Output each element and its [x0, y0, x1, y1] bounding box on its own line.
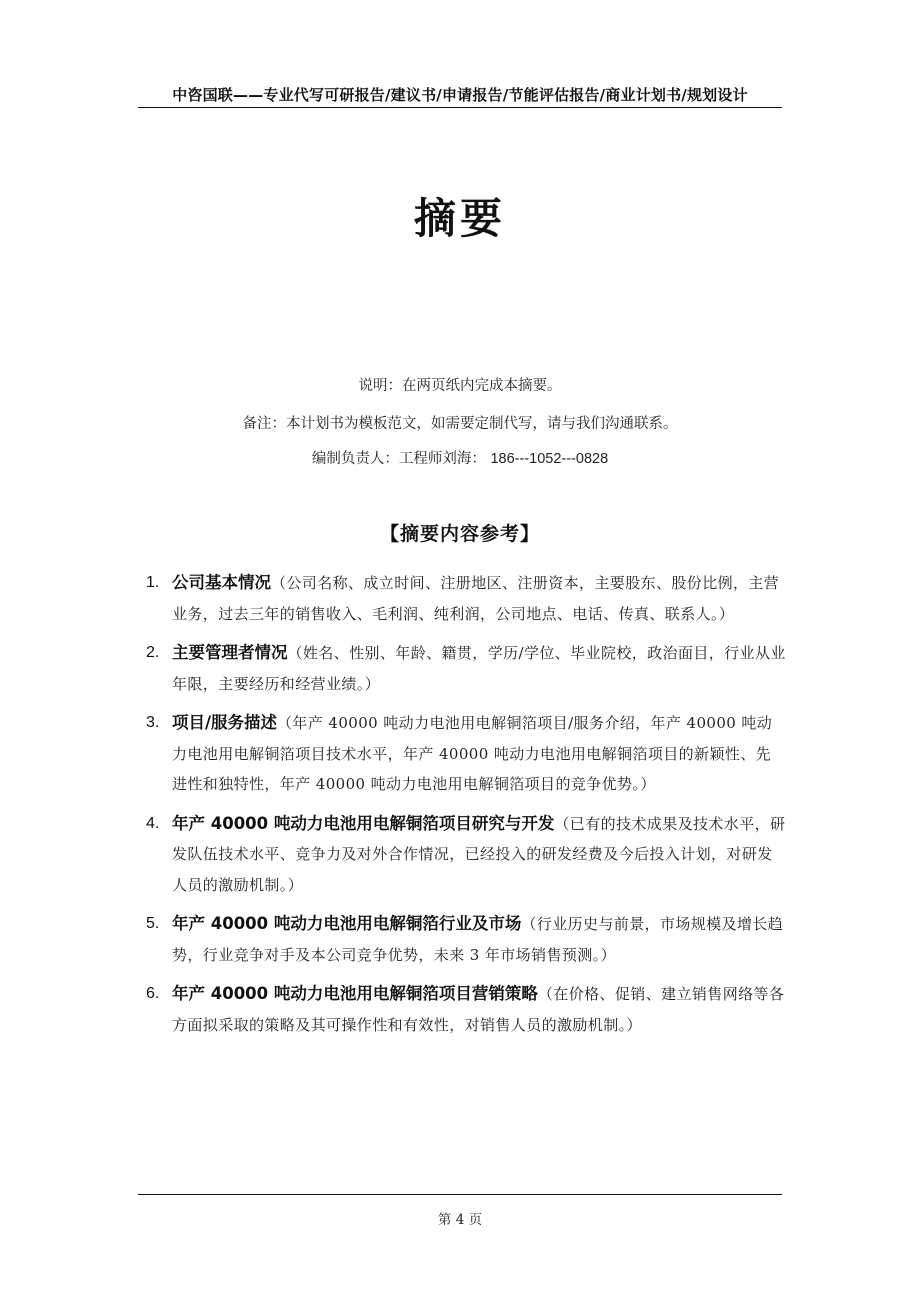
item-description: （年产 40000 吨动力电池用电解铜箔项目/服务介绍，年产 40000 吨动力电池用电解铜箔项目技术水平，年产 40000 吨动力电池用电解铜箔项目的新颖性、先进性和独特性，年产 40000 吨动力电池用电解铜箔项目的竞争优势。）: [172, 714, 773, 793]
list-item: [146, 809, 786, 901]
note-instruction: 说明：在两页纸内完成本摘要。: [358, 378, 562, 394]
item-number: 2.: [146, 644, 160, 661]
item-heading: 年产 40000 吨动力电池用电解铜箔行业及市场: [172, 914, 522, 933]
contact-label: 编制负责人：工程师刘海：: [311, 451, 486, 467]
summary-list: [146, 568, 786, 1049]
item-number: 5.: [146, 915, 160, 932]
item-number: 1.: [146, 574, 160, 591]
item-description: （已有的技术成果及技术水平，研发队伍技术水平、竞争力及对外合作情况，已经投入的研发经费及今后投入计划，对研发人员的激励机制。）: [172, 814, 786, 894]
note-remark: 备注：本计划书为模板范文，如需要定制代写，请与我们沟通联系。: [242, 416, 678, 432]
item-number: 6.: [146, 985, 160, 1002]
page-header: 中咨国联——专业代写可研报告/建议书/申请报告/节能评估报告/商业计划书/规划设计: [172, 86, 748, 104]
item-description: （公司名称、成立时间、注册地区、注册资本，主要股东、股份比例，主营业务，过去三年的销售收入、毛利润、纯利润，公司地点、电话、传真、联系人。）: [172, 574, 780, 623]
list-item: [146, 979, 786, 1040]
list-item: [146, 708, 786, 800]
contact-phone: 186---1052---0828: [490, 451, 609, 467]
item-description: （在价格、促销、建立销售网络等各方面拟采取的策略及其可操作性和有效性，对销售人员的激励机制。）: [172, 985, 785, 1034]
item-number: 4.: [146, 814, 160, 832]
list-item: [146, 568, 786, 629]
page-title: 摘要: [413, 194, 506, 243]
item-heading: 主要管理者情况: [172, 643, 288, 662]
item-heading: 年产 40000 吨动力电池用电解铜箔项目研究与开发: [172, 813, 555, 833]
section-title: 【摘要内容参考】: [379, 523, 540, 545]
item-description: （行业历史与前景，市场规模及增长趋势，行业竞争对手及本公司竞争优势，未来 3 年市场销售预测。）: [172, 915, 784, 964]
item-number: 3.: [146, 714, 160, 731]
item-heading: 年产 40000 吨动力电池用电解铜箔项目营销策略: [172, 984, 538, 1003]
item-description: （姓名、性别、年龄、籍贯，学历/学位、毕业院校，政治面目，行业从业年限，主要经历和经营业绩。）: [172, 644, 786, 693]
item-heading: 公司基本情况: [172, 573, 271, 592]
note-contact: [0, 447, 920, 468]
footer-divider: [138, 1194, 782, 1195]
list-item: [146, 909, 786, 970]
item-heading: 项目/服务描述: [172, 713, 278, 732]
list-item: [146, 638, 786, 699]
header-divider: [138, 107, 782, 108]
page-number: 第 4 页: [437, 1212, 483, 1228]
